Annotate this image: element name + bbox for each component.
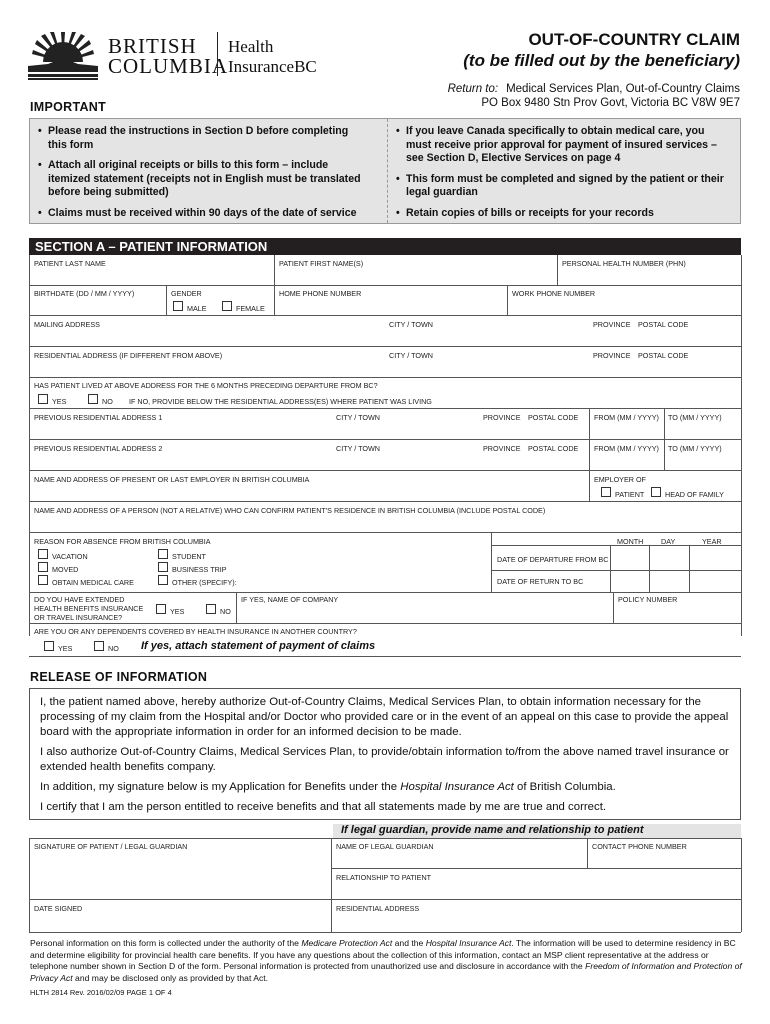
mailing-address-label: MAILING ADDRESS: [34, 320, 100, 329]
ext-insurance-q2: HEALTH BENEFITS INSURANCE: [34, 604, 144, 613]
important-box: [29, 118, 741, 224]
six-months-no-label: NO: [102, 397, 113, 406]
dependents-no-checkbox[interactable]: [94, 641, 104, 651]
employer-of-patient-label: PATIENT: [615, 490, 645, 499]
patient-first-names-label: PATIENT FIRST NAME(S): [279, 259, 364, 268]
residential-address-label: RESIDENTIAL ADDRESS (IF DIFFERENT FROM ABOVE): [34, 351, 223, 360]
student-label: STUDENT: [172, 552, 206, 561]
prev2-to-label: TO (MM / YYYY): [668, 444, 722, 453]
birthdate-label: BIRTHDATE (DD / MM / YYYY): [34, 289, 135, 298]
confirm-residence-label: NAME AND ADDRESS OF A PERSON (NOT A RELATIVE) WHO CAN CONFIRM PATIENT'S RESIDENCE IN BRITISH COLUMBIA (INCLUDE POSTAL CODE): [34, 506, 546, 515]
form-footer: HLTH 2814 Rev. 2016/02/09 PAGE 1 OF 4: [30, 988, 172, 997]
employer-of-patient-checkbox[interactable]: [601, 487, 611, 497]
male-label: MALE: [187, 304, 207, 313]
ext-yes-checkbox[interactable]: [156, 604, 166, 614]
month-label: MONTH: [617, 537, 644, 546]
important-heading: IMPORTANT: [30, 100, 107, 114]
form-title: OUT-OF-COUNTRY CLAIM: [528, 30, 740, 49]
employer-of-label: EMPLOYER OF: [594, 475, 646, 484]
prev-address-1-label: PREVIOUS RESIDENTIAL ADDRESS 1: [34, 413, 163, 422]
important-item: • Claims must be received within 90 days of the date of service: [34, 207, 364, 221]
prev2-postal-label: POSTAL CODE: [528, 444, 579, 453]
mailing-city-label: CITY / TOWN: [389, 320, 433, 329]
return-date-label: DATE OF RETURN TO BC: [497, 577, 584, 586]
release-paragraph-2: I also authorize Out-of-Country Claims, Medical Services Plan, to provide/obtain information to/from the above named travel insurance or extended health benefits company.: [40, 746, 729, 773]
other-label: OTHER (SPECIFY):: [172, 578, 237, 587]
obtain-care-label: OBTAIN MEDICAL CARE: [52, 578, 134, 587]
ext-no-checkbox[interactable]: [206, 604, 216, 614]
important-item: • Retain copies of bills or receipts for your records: [392, 207, 732, 221]
female-label: FEMALE: [236, 304, 265, 313]
release-heading: RELEASE OF INFORMATION: [30, 670, 208, 684]
business-trip-checkbox[interactable]: [158, 562, 168, 572]
residential-postal-label: POSTAL CODE: [638, 351, 689, 360]
prev1-from-label: FROM (MM / YYYY): [594, 413, 659, 422]
bc-sun-emblem-icon: [28, 32, 98, 80]
year-label: YEAR: [702, 537, 722, 546]
bc-health-logo: [28, 28, 328, 88]
business-trip-label: BUSINESS TRIP: [172, 565, 227, 574]
guardian-name-label: NAME OF LEGAL GUARDIAN: [336, 842, 434, 851]
other-checkbox[interactable]: [158, 575, 168, 585]
important-item: • Please read the instructions in Section D before completing this form: [34, 125, 364, 152]
dependents-question: ARE YOU OR ANY DEPENDENTS COVERED BY HEALTH INSURANCE IN ANOTHER COUNTRY?: [34, 627, 357, 636]
privacy-notice: Personal information on this form is collected under the authority of the Medicare Protection Act and the Hospital Insurance Act. The information will be used to determine residency in BC and determine eligibility for provincial health care benefits. If you have any questions about the collection of this information, contact an MSP client representative at the address or telephone number shown in Section D of the form. Personal information is protected from unauthorized use and disclosure in accordance with the Freedom of Information and Protection of Privacy Act and may be disclosed only as provided by that Act.: [30, 938, 742, 983]
ext-insurance-q1: DO YOU HAVE EXTENDED: [34, 595, 125, 604]
ext-yes-label: YES: [170, 607, 185, 616]
prev2-city-label: CITY / TOWN: [336, 444, 380, 453]
six-months-question: HAS PATIENT LIVED AT ABOVE ADDRESS FOR THE 6 MONTHS PRECEDING DEPARTURE FROM BC?: [34, 381, 378, 390]
attach-statement-note: If yes, attach statement of payment of claims: [141, 640, 376, 652]
section-a-title: SECTION A – PATIENT INFORMATION: [29, 238, 741, 255]
dependents-yes-checkbox[interactable]: [44, 641, 54, 651]
return-address: [448, 82, 740, 110]
six-months-yes-checkbox[interactable]: [38, 394, 48, 404]
vacation-label: VACATION: [52, 552, 88, 561]
prev2-province-label: PROVINCE: [483, 444, 521, 453]
mailing-postal-label: POSTAL CODE: [638, 320, 689, 329]
gender-label: GENDER: [171, 289, 202, 298]
guardian-instruction: If legal guardian, provide name and relationship to patient: [333, 824, 741, 838]
moved-label: MOVED: [52, 565, 79, 574]
home-phone-label: HOME PHONE NUMBER: [279, 289, 362, 298]
return-line-2: PO Box 9480 Stn Prov Govt, Victoria BC V8W 9E7: [481, 97, 740, 109]
employer-of-head-label: HEAD OF FAMILY: [665, 490, 724, 499]
brand-line-2: COLUMBIA: [108, 54, 229, 78]
departure-date-label: DATE OF DEPARTURE FROM BC: [497, 555, 609, 564]
relationship-label: RELATIONSHIP TO PATIENT: [336, 873, 432, 882]
if-no-instruction: IF NO, PROVIDE BELOW THE RESIDENTIAL ADDRESS(ES) WHERE PATIENT WAS LIVING: [129, 397, 432, 406]
company-label: IF YES, NAME OF COMPANY: [241, 595, 339, 604]
vacation-checkbox[interactable]: [38, 549, 48, 559]
employer-label: NAME AND ADDRESS OF PRESENT OR LAST EMPLOYER IN BRITISH COLUMBIA: [34, 475, 310, 484]
student-checkbox[interactable]: [158, 549, 168, 559]
prev-address-2-label: PREVIOUS RESIDENTIAL ADDRESS 2: [34, 444, 163, 453]
release-paragraph-1: I, the patient named above, hereby authorize Out-of-Country Claims, Medical Services Plan, to obtain information necessary for the processing of my claim from the Hospital and/or Doctor who provided care or in the event of an appeal on this case to provide the appeal board with the appropriate information in order for an informed decision to be made.: [40, 696, 729, 738]
reason-absence-label: REASON FOR ABSENCE FROM BRITISH COLUMBIA: [34, 537, 211, 546]
release-paragraph-3: In addition, my signature below is my Application for Benefits under the Hospital Insurance Act of British Columbia.: [40, 781, 616, 793]
employer-of-head-checkbox[interactable]: [651, 487, 661, 497]
female-checkbox[interactable]: [222, 301, 232, 311]
guardian-address-label: RESIDENTIAL ADDRESS: [336, 904, 420, 913]
mailing-province-label: PROVINCE: [593, 320, 631, 329]
dependents-no-label: NO: [108, 644, 119, 653]
male-checkbox[interactable]: [173, 301, 183, 311]
contact-phone-label: CONTACT PHONE NUMBER: [592, 842, 687, 851]
return-line-1: Medical Services Plan, Out-of-Country Claims: [506, 83, 740, 95]
day-label: DAY: [661, 537, 676, 546]
policy-number-label: POLICY NUMBER: [618, 595, 678, 604]
prev1-province-label: PROVINCE: [483, 413, 521, 422]
agency-line-2: InsuranceBC: [228, 57, 317, 76]
prev1-postal-label: POSTAL CODE: [528, 413, 579, 422]
prev2-from-label: FROM (MM / YYYY): [594, 444, 659, 453]
signature-label: SIGNATURE OF PATIENT / LEGAL GUARDIAN: [34, 842, 188, 851]
patient-last-name-label: PATIENT LAST NAME: [34, 259, 106, 268]
form-subtitle: (to be filled out by the beneficiary): [463, 51, 740, 70]
important-item: • This form must be completed and signed by the patient or their legal guardian: [392, 173, 732, 200]
important-item: • Attach all original receipts or bills to this form – include itemized statement (receipts not in English must be translated before being submitted): [34, 159, 364, 200]
prev1-to-label: TO (MM / YYYY): [668, 413, 722, 422]
ext-insurance-q3: OR TRAVEL INSURANCE?: [34, 613, 123, 622]
six-months-yes-label: YES: [52, 397, 67, 406]
release-paragraph-4: I certify that I am the person entitled to receive benefits and that all statements made by me are true and correct.: [40, 801, 607, 813]
date-signed-label: DATE SIGNED: [34, 904, 83, 913]
agency-line-1: Health: [228, 37, 274, 56]
brand-line-1: BRITISH: [108, 34, 197, 58]
residential-province-label: PROVINCE: [593, 351, 631, 360]
residential-city-label: CITY / TOWN: [389, 351, 433, 360]
phn-label: PERSONAL HEALTH NUMBER (PHN): [562, 259, 686, 268]
return-label: Return to:: [447, 83, 499, 95]
moved-checkbox[interactable]: [38, 562, 48, 572]
prev1-city-label: CITY / TOWN: [336, 413, 380, 422]
important-item: • If you leave Canada specifically to obtain medical care, you must receive prior approval for payment of insured services – see Section D, Elective Services on page 4: [392, 125, 732, 166]
obtain-care-checkbox[interactable]: [38, 575, 48, 585]
work-phone-label: WORK PHONE NUMBER: [512, 289, 596, 298]
six-months-no-checkbox[interactable]: [88, 394, 98, 404]
ext-no-label: NO: [220, 607, 231, 616]
release-text-box: [29, 688, 741, 820]
dependents-yes-label: YES: [58, 644, 73, 653]
